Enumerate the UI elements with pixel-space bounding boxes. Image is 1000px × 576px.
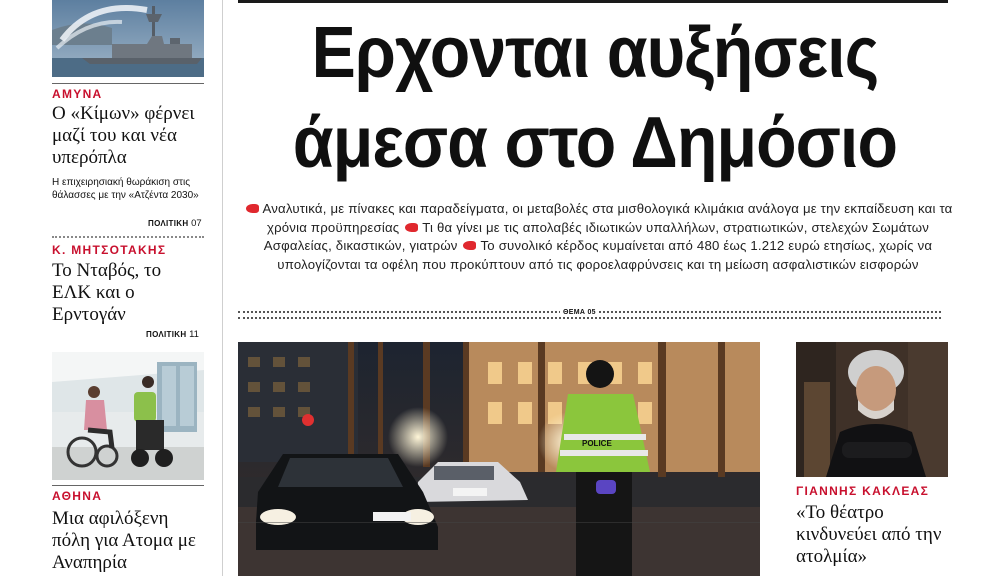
red-bullet-icon bbox=[246, 204, 259, 213]
story-kicker-athens: ΑΘΗΝΑ bbox=[52, 489, 103, 503]
page-reference bbox=[148, 218, 202, 229]
page-number: 11 bbox=[189, 329, 199, 340]
column-separator bbox=[222, 0, 223, 576]
story-kicker-kakleas: ΓΙΑΝΝΗΣ ΚΑΚΛΕΑΣ bbox=[796, 484, 930, 498]
story-headline-theatre[interactable]: «Το θέατρο κινδυνεύει από την ατολμία» bbox=[796, 502, 942, 567]
story-kicker-defense: ΑΜΥΝΑ bbox=[52, 87, 103, 101]
red-bullet-icon bbox=[463, 241, 476, 250]
story-headline-accessibility[interactable]: Μια αφιλόξενη πόλη για Ατομα με Αναπηρία bbox=[52, 508, 196, 573]
headline-line-1: Ερχονται αυξήσεις bbox=[311, 13, 879, 93]
wheelchair-users-photo[interactable] bbox=[52, 352, 204, 480]
page-reference bbox=[146, 329, 199, 340]
page-section: ΠΟΛΙΤΙΚΗ bbox=[146, 330, 187, 339]
dotted-divider bbox=[52, 236, 204, 238]
story-kicker-mitsotakis: Κ. ΜΗΤΣΟΤΑΚΗΣ bbox=[52, 243, 167, 257]
warship-photo[interactable] bbox=[52, 0, 204, 77]
page-section: ΠΟΛΙΤΙΚΗ bbox=[148, 219, 189, 228]
story-headline-davos[interactable]: Το Νταβός, το ΕΛΚ και ο Ερντογάν bbox=[52, 260, 162, 325]
deck-point-1: Αναλυτικά, με πίνακες και παραδείγματα, οι μεταβολές στα μισθολογικά κλιμάκια ανάλογα με την εκπαίδευση και τα χρόνια προϋπηρεσίας bbox=[262, 201, 953, 235]
main-deck bbox=[238, 200, 958, 274]
actor-portrait-photo[interactable] bbox=[796, 342, 948, 477]
top-rule bbox=[238, 0, 948, 3]
story-subhead-kimon: Η επιχειρησιακή θωράκιση στις θάλασσες με την «Ατζέντα 2030» bbox=[52, 177, 199, 201]
deck-point-2: Τι θα γίνει με τις απολαβές ιδιωτικών υπαλλήλων, στρατιωτικών, στελεχών Σωμάτων Ασφαλείας, δικαστικών, γιατρών bbox=[263, 219, 930, 253]
divider bbox=[52, 485, 204, 486]
page-number: 07 bbox=[191, 218, 202, 229]
red-bullet-icon bbox=[405, 223, 418, 232]
divider bbox=[52, 83, 204, 84]
headline-line-2: άμεσα στο Δημόσιο bbox=[292, 103, 898, 183]
main-headline[interactable] bbox=[259, 8, 931, 188]
section-reference: ΘΕΜΑ 05 bbox=[560, 309, 599, 316]
deck-point-3: Το συνολικό κέρδος κυμαίνεται από 480 έως 1.212 ευρώ ετησίως, χωρίς να υπολογίζονται τα οφέλη που προκύπτουν από τις φοροελαφρύνσεις και τη μείωση ασφαλιστικών εισφορών bbox=[277, 238, 933, 272]
police-vest-label: POLICE bbox=[582, 439, 612, 448]
dotted-divider bbox=[238, 317, 941, 319]
story-headline-kimon[interactable]: Ο «Κίμων» φέρνει μαζί του και νέα υπερόπλα bbox=[52, 103, 195, 168]
night-police-photo[interactable] bbox=[238, 342, 760, 576]
